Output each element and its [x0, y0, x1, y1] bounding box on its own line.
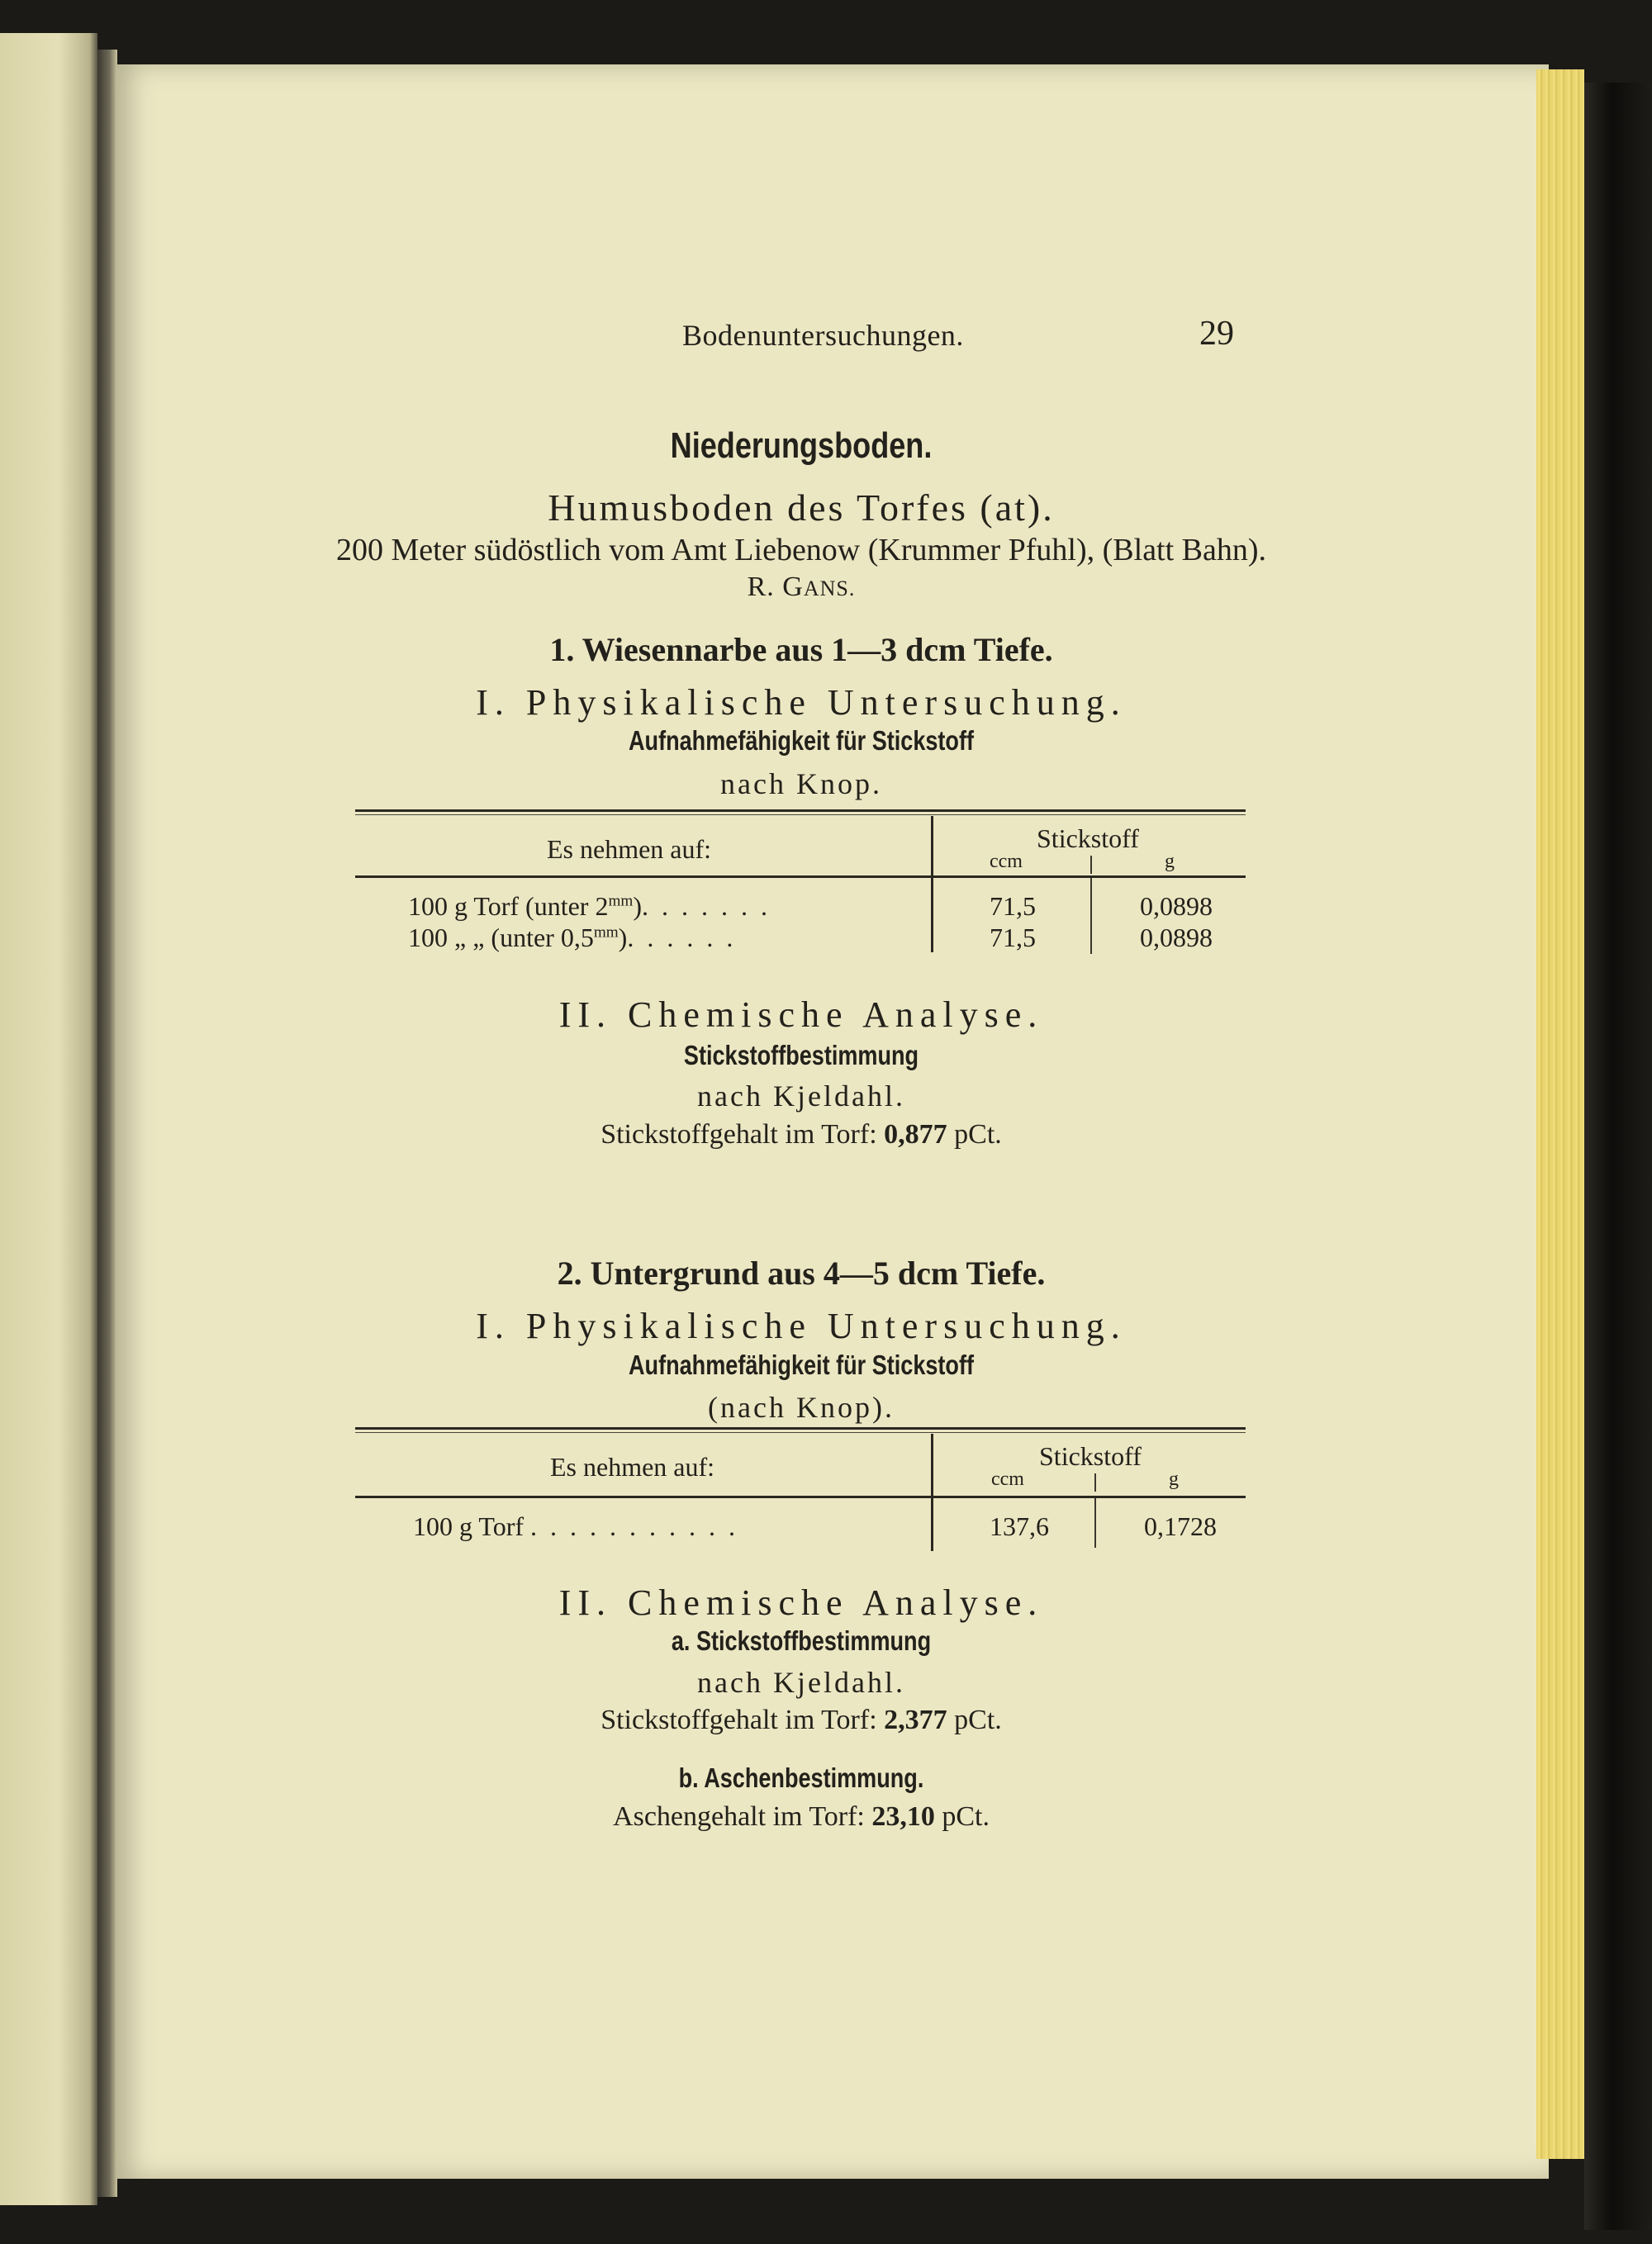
author-initial: R. [747, 572, 775, 602]
table-unit-ccm: ccm [990, 851, 1023, 872]
result-label: Stickstoffgehalt im Torf: [601, 1705, 877, 1735]
result-value: 2,377 [884, 1705, 947, 1735]
section2-chemical-heading: II. Chemische Analyse. [558, 1582, 1044, 1623]
result-unit: pCt. [954, 1705, 1002, 1735]
table-subdivider [1094, 1473, 1096, 1492]
table-row-label [408, 923, 736, 953]
table-rule [355, 1427, 1246, 1430]
section2-heading: 2. Untergrund aus 4—5 dcm Tiefe. [557, 1255, 1046, 1292]
book-binding [1584, 83, 1652, 2230]
row-label-sup: mm [593, 923, 619, 942]
book-gutter [97, 50, 117, 2197]
table-unit-g: g [1165, 851, 1175, 872]
previous-page-edge [0, 33, 97, 2205]
section2-chem-method: nach Kjeldahl. [697, 1666, 905, 1699]
table-row-label [413, 1511, 738, 1542]
section1-chem-method: nach Kjeldahl. [697, 1079, 905, 1113]
page-title: Niederungsboden. [670, 425, 933, 466]
row-label-text: ) [618, 923, 628, 952]
row-label-text: 100 g Torf (unter 2 [408, 891, 609, 921]
table-col-header: Es nehmen auf: [547, 834, 712, 864]
table-subdivider [1090, 878, 1092, 954]
section2-absorption-heading: Aufnahmefähigkeit für Stickstoff [629, 1350, 974, 1380]
table-rule [355, 809, 1246, 812]
sample-location: 200 Meter südöstlich vom Amt Liebenow (Krummer Pfuhl), (Blatt Bahn). [335, 533, 1267, 567]
table-divider [931, 1434, 933, 1551]
table-cell-g: 0,0898 [1140, 923, 1213, 952]
running-head: Bodenuntersuchungen. [682, 319, 964, 352]
section2-nitrogen-result [347, 1705, 1256, 1736]
table-rule [355, 1432, 1246, 1433]
table-divider [931, 816, 933, 952]
section2-table [355, 1427, 1246, 1551]
table-cell-g: 0,1728 [1144, 1511, 1217, 1541]
table-cell-ccm: 137,6 [990, 1511, 1049, 1541]
author-name-rest: ANS. [803, 576, 856, 600]
table-rule [355, 814, 1246, 815]
table-unit-ccm: ccm [991, 1468, 1024, 1490]
section1-physical-heading: I. Physikalische Untersuchung. [476, 682, 1127, 723]
section1-nitrogen-result [347, 1119, 1256, 1150]
section1-table [355, 809, 1246, 954]
section1-method: nach Knop. [720, 767, 882, 800]
page-number: 29 [1199, 315, 1234, 353]
page-stack-edge [1536, 69, 1584, 2159]
section2-ash-heading: b. Aschenbestimmung. [678, 1762, 924, 1793]
ash-value: 23,10 [871, 1801, 935, 1832]
table-group-header: Stickstoff [1039, 1441, 1142, 1471]
section2-physical-heading: I. Physikalische Untersuchung. [476, 1306, 1127, 1346]
row-leader-dots: . . . . . . . [641, 891, 771, 921]
ash-unit: pCt. [942, 1801, 990, 1832]
result-unit: pCt. [954, 1119, 1002, 1150]
table-group-header: Stickstoff [1037, 823, 1139, 853]
table-row-label [408, 891, 771, 922]
row-label-sup: mm [608, 892, 634, 910]
table-cell-g: 0,0898 [1140, 891, 1213, 921]
row-leader-dots: . . . . . . . . . . . [530, 1511, 739, 1541]
section1-nitrogen-heading: Stickstoffbestimmung [683, 1040, 919, 1070]
author-name-first: G [782, 572, 804, 602]
table-unit-g: g [1169, 1468, 1179, 1490]
table-subdivider [1094, 1498, 1096, 1548]
row-label-text: 100 g Torf [413, 1511, 525, 1541]
section2-ash-result [347, 1801, 1256, 1833]
subtitle-code: (at). [980, 486, 1055, 529]
table-cell-ccm: 71,5 [990, 923, 1036, 952]
row-label-text: ) [633, 891, 642, 921]
section1-heading: 1. Wiesennarbe aus 1—3 dcm Tiefe. [549, 631, 1053, 668]
section1-chemical-heading: II. Chemische Analyse. [558, 994, 1044, 1035]
table-rule [355, 875, 1246, 878]
subtitle [347, 486, 1256, 529]
subtitle-text: Humusboden des Torfes [548, 486, 968, 529]
row-leader-dots: . . . . . . [627, 923, 737, 952]
section2-method: (nach Knop). [708, 1391, 895, 1424]
row-label-text: 100 „ „ (unter 0,5 [408, 923, 594, 952]
section2-nitrogen-heading: a. Stickstoffbestimmung [671, 1625, 932, 1656]
author [347, 572, 1256, 603]
section1-absorption-heading: Aufnahmefähigkeit für Stickstoff [629, 725, 974, 756]
result-value: 0,877 [884, 1119, 947, 1150]
table-cell-ccm: 71,5 [990, 891, 1036, 921]
table-subdivider [1090, 856, 1092, 874]
ash-label: Aschengehalt im Torf: [613, 1801, 865, 1832]
table-col-header: Es nehmen auf: [550, 1452, 715, 1482]
result-label: Stickstoffgehalt im Torf: [601, 1119, 877, 1150]
table-rule [355, 1496, 1246, 1498]
